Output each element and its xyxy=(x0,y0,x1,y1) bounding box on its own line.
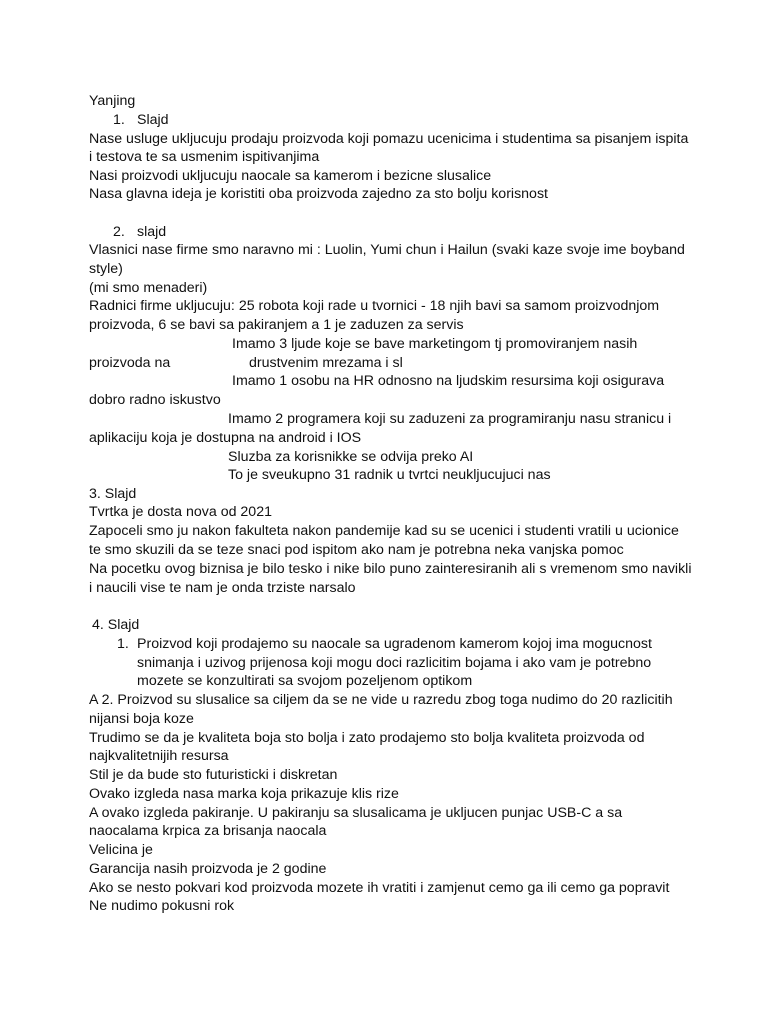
slide-heading: Slajd xyxy=(137,112,169,128)
text-line: i naucili vise te nam je onda trziste narsalo xyxy=(89,580,356,596)
text-line: To je sveukupno 31 radnik u tvrtci neukljucujuci nas xyxy=(228,467,551,483)
text-line: Nase usluge ukljucuju prodaju proizvoda koji pomazu ucenicima i studentima sa pisanjem ispita xyxy=(89,131,689,147)
slide-heading: 3. Slajd xyxy=(89,486,137,502)
text-line: proizvoda na xyxy=(89,355,171,371)
text-line: najkvalitetnijih resursa xyxy=(89,748,229,764)
slide-heading: 4. Slajd xyxy=(92,617,140,633)
text-line: naocalama krpica za brisanja naocala xyxy=(89,823,327,839)
text-line: Radnici firme ukljucuju: 25 robota koji rade u tvornici - 18 njih bavi sa samom proizvodnjom xyxy=(89,298,660,314)
text-line: Imamo 1 osobu na HR odnosno na ljudskim resursima koji osigurava xyxy=(232,373,665,389)
text-line: nijansi boja koze xyxy=(89,711,194,727)
list-number: 1. xyxy=(113,112,125,128)
text-line: aplikaciju koja je dostupna na android i IOS xyxy=(89,430,362,446)
text-line: dobro radno iskustvo xyxy=(89,392,221,408)
text-line: Nasa glavna ideja je koristiti oba proizvoda zajedno za sto bolju korisnost xyxy=(89,186,548,202)
author-name: Yanjing xyxy=(89,93,136,109)
text-line: Imamo 3 ljude koje se bave marketingom tj promoviranjem nasih xyxy=(232,336,638,352)
text-line: Stil je da bude sto futuristicki i diskretan xyxy=(89,767,338,783)
text-line: Ne nudimo pokusni rok xyxy=(89,898,235,914)
text-line: Ovako izgleda nasa marka koja prikazuje klis rize xyxy=(89,786,399,802)
slide-heading: slajd xyxy=(137,224,167,240)
text-line: Proizvod koji prodajemo su naocale sa ugradenom kamerom kojoj ima mogucnost xyxy=(137,636,652,652)
text-line: Trudimo se da je kvaliteta boja sto bolja i zato prodajemo sto bolja kvaliteta proizvoda od xyxy=(89,730,645,746)
text-line: i testova te sa usmenim ispitivanjima xyxy=(89,149,320,165)
text-line: A 2. Proizvod su slusalice sa ciljem da se ne vide u razredu zbog toga nudimo do 20 razlicitih xyxy=(89,692,673,708)
list-number: 2. xyxy=(113,224,125,240)
text-line: Ako se nesto pokvari kod proizvoda mozete ih vratiti i zamjenut cemo ga ili cemo ga popravit xyxy=(89,880,670,896)
text-line: (mi smo menaderi) xyxy=(89,280,208,296)
text-line: Garancija nasih proizvoda je 2 godine xyxy=(89,861,327,877)
text-line: mozete se konzultirati sa svojom pozeljenom optikom xyxy=(137,673,473,689)
text-line: Velicina je xyxy=(89,842,153,858)
text-line: A ovako izgleda pakiranje. U pakiranju sa slusalicama je ukljucen punjac USB-C a sa xyxy=(89,805,623,821)
list-number: 1. xyxy=(117,636,129,652)
text-line: Tvrtka je dosta nova od 2021 xyxy=(89,504,272,520)
text-line: Nasi proizvodi ukljucuju naocale sa kamerom i bezicne slusalice xyxy=(89,168,492,184)
text-line: drustvenim mrezama i sl xyxy=(249,355,403,371)
text-line: te smo skuzili da se teze snaci pod ispitom ako nam je potrebna neka vanjska pomoc xyxy=(89,542,624,558)
text-line: snimanja i uzivog prijenosa koji mogu doci razlicitim bojama i ako vam je potrebno xyxy=(137,655,652,671)
text-line: Zapoceli smo ju nakon fakulteta nakon pandemije kad su se ucenici i studenti vratili u ucionice xyxy=(89,523,679,539)
text-line: Imamo 2 programera koji su zaduzeni za programiranju nasu stranicu i xyxy=(228,411,672,427)
text-line: Sluzba za korisnikke se odvija preko AI xyxy=(228,449,474,465)
text-line: style) xyxy=(89,261,123,277)
text-line: Vlasnici nase firme smo naravno mi : Luolin, Yumi chun i Hailun (svaki kaze svoje ime boyband xyxy=(89,242,685,258)
text-line: proizvoda, 6 se bavi sa pakiranjem a 1 je zaduzen za servis xyxy=(89,317,464,333)
text-line: Na pocetku ovog biznisa je bilo tesko i nike bilo puno zainteresiranih ali s vremenom smo navikli xyxy=(89,561,692,577)
